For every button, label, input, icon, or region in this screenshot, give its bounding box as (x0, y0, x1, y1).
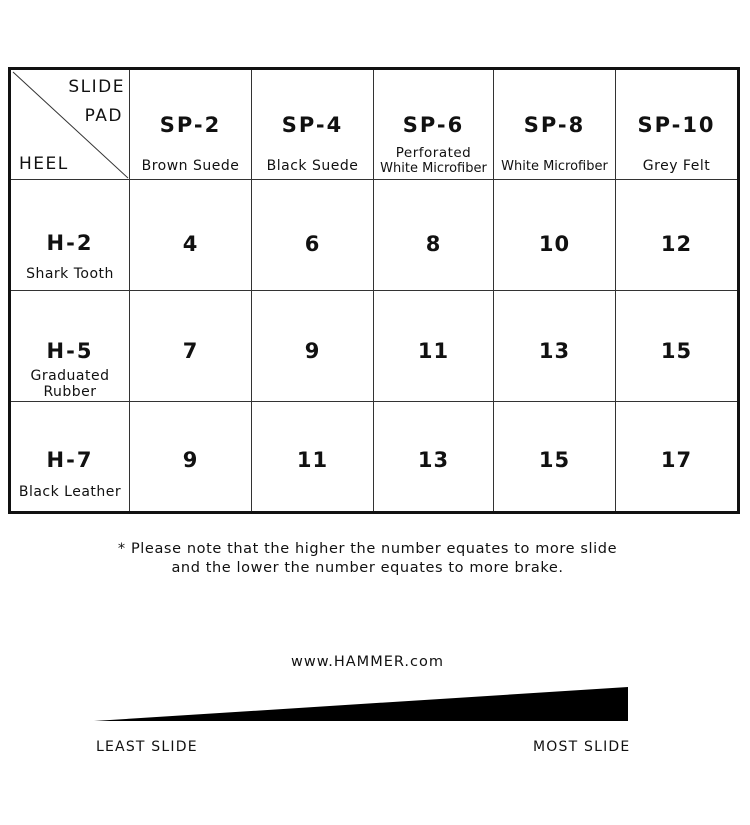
row-header-h5 (11, 291, 129, 401)
corner-pad-label: PAD (84, 106, 123, 126)
table-cell-value: 9 (304, 339, 321, 363)
pad-name: Grey Felt (642, 158, 711, 174)
table-cell-value: 4 (182, 232, 199, 256)
heel-code: H-5 (46, 339, 94, 363)
least-slide-label: LEAST SLIDE (96, 739, 198, 755)
column-header-sp4 (252, 70, 373, 179)
table-cell-value: 8 (425, 232, 442, 256)
pad-name-line1: Perforated (395, 145, 472, 161)
heel-name: Shark Tooth (26, 266, 114, 282)
row-header-h7 (11, 402, 129, 511)
heel-name-line2: Rubber (43, 384, 97, 400)
pad-name: White Microfiber (501, 159, 608, 174)
slide-chart-table (8, 67, 740, 514)
pad-code: SP-6 (402, 113, 465, 137)
pad-name: Brown Suede (141, 158, 240, 174)
website-link[interactable]: www.HAMMER.com (291, 654, 444, 670)
heel-name-line1: Graduated (30, 368, 110, 384)
corner-heel-label: HEEL (19, 154, 69, 174)
table-cell-value: 13 (417, 448, 450, 472)
heel-code: H-2 (46, 231, 94, 255)
column-header-sp8 (494, 70, 615, 179)
pad-code: SP-10 (637, 113, 716, 137)
slide-scale-wedge (0, 680, 750, 730)
footnote-line-1: * Please note that the higher the number equates to more slide (117, 541, 618, 557)
column-header-sp10 (616, 70, 737, 179)
column-header-sp2 (130, 70, 251, 179)
table-cell-value: 9 (182, 448, 199, 472)
table-cell-value: 11 (417, 339, 450, 363)
pad-name: Black Suede (266, 158, 359, 174)
row-header-h2 (11, 180, 129, 290)
table-cell-value: 12 (660, 232, 693, 256)
table-cell-value: 10 (538, 232, 571, 256)
heel-name: Black Leather (18, 484, 122, 500)
table-cell-value: 15 (538, 448, 571, 472)
table-cell-value: 13 (538, 339, 571, 363)
table-cell-value: 7 (182, 339, 199, 363)
footnote-line-2: and the lower the number equates to more brake. (171, 560, 564, 576)
table-cell-value: 11 (296, 448, 329, 472)
corner-slide-label: SLIDE (68, 77, 125, 97)
pad-code: SP-8 (523, 113, 586, 137)
corner-cell (11, 70, 129, 179)
most-slide-label: MOST SLIDE (533, 739, 631, 755)
heel-code: H-7 (46, 448, 94, 472)
pad-name-line2: White Microfiber (380, 161, 487, 176)
table-cell-value: 15 (660, 339, 693, 363)
table-cell-value: 6 (304, 232, 321, 256)
column-header-sp6 (374, 70, 493, 179)
pad-code: SP-4 (281, 113, 344, 137)
table-cell-value: 17 (660, 448, 693, 472)
pad-code: SP-2 (159, 113, 222, 137)
